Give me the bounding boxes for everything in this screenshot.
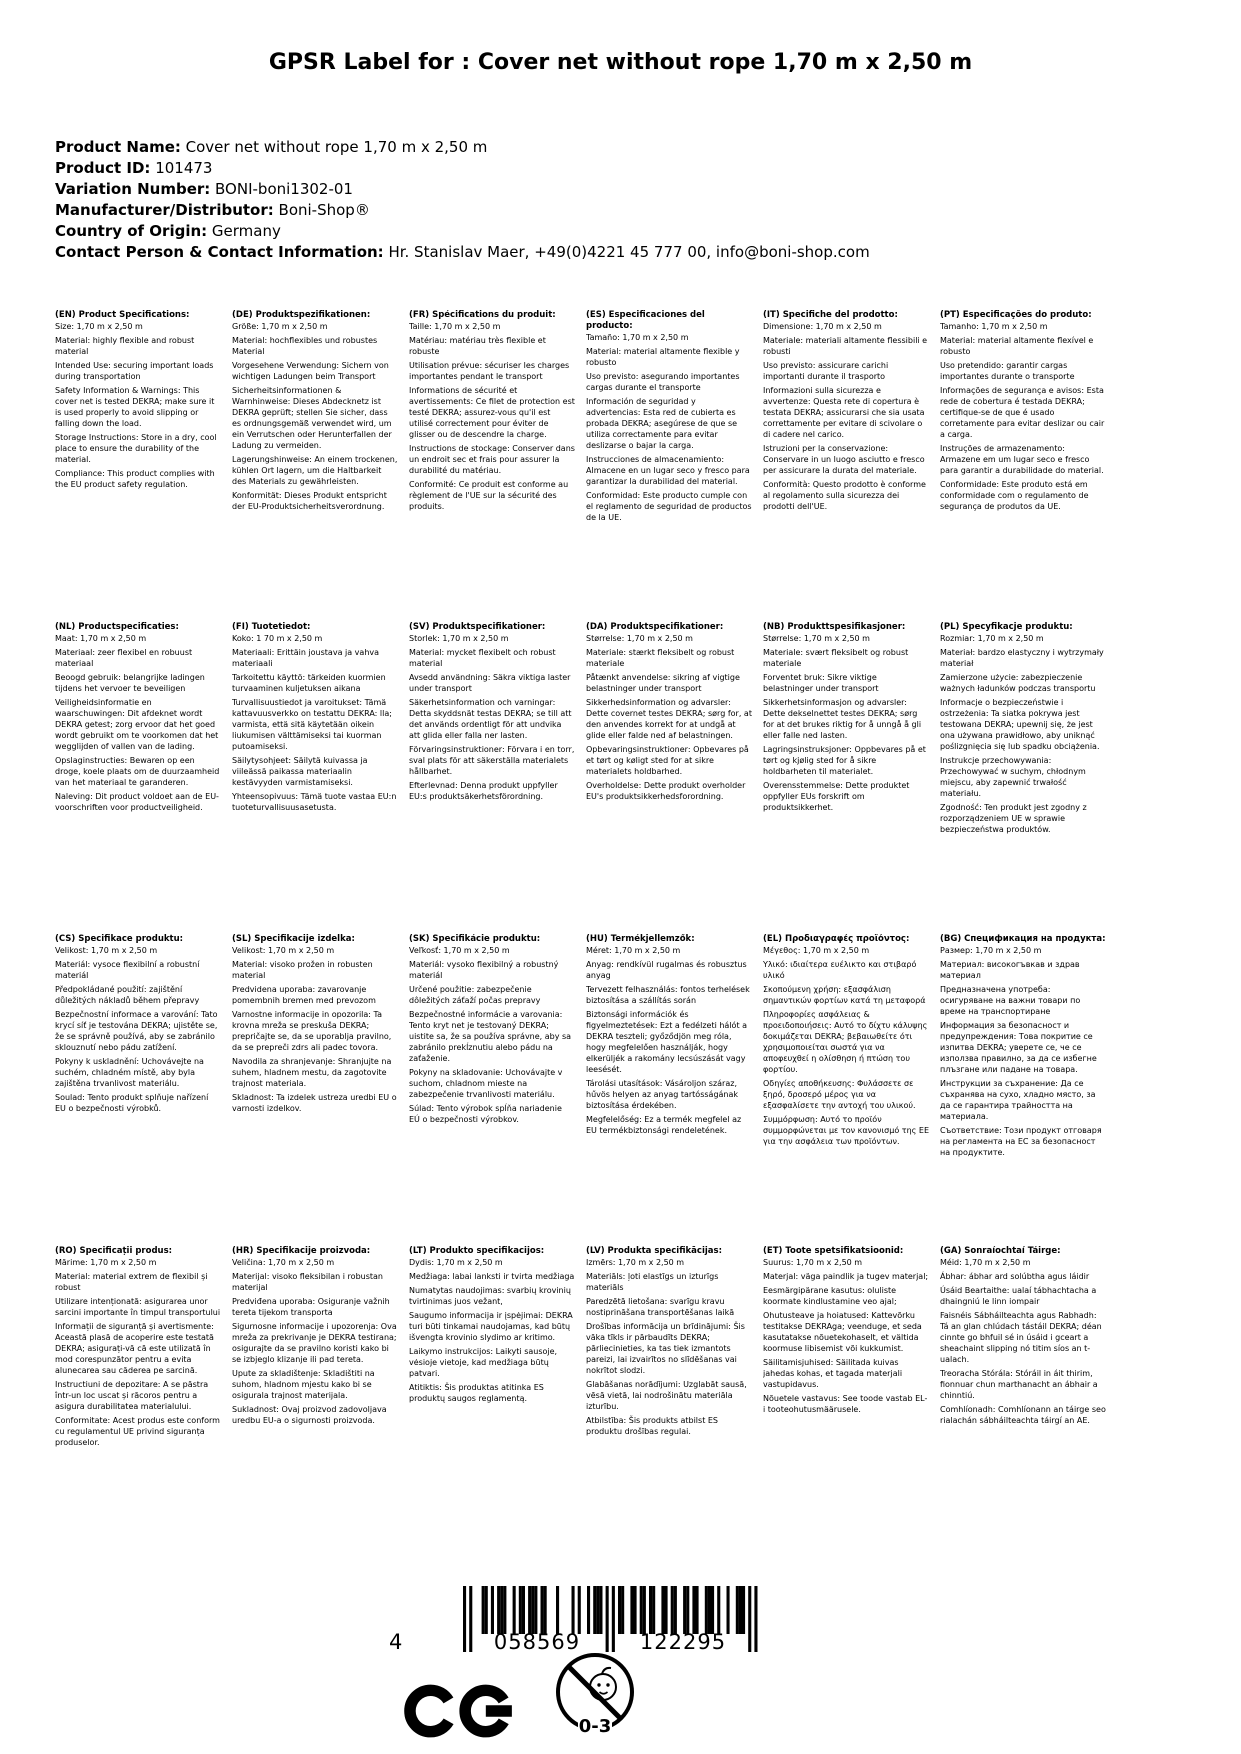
product-info-label: Product ID:: [55, 159, 151, 177]
spec-paragraph: Megfelelőség: Ez a termék megfelel az EU termékbiztonsági rendeletének.: [586, 1115, 742, 1135]
spec-paragraph: Rozmiar: 1,70 m x 2,50 m: [940, 634, 1044, 643]
spec-paragraph: Suurus: 1,70 m x 2,50 m: [763, 1258, 863, 1267]
spec-heading: (ET) Toote spetsifikatsioonid:: [763, 1246, 904, 1256]
spec-paragraph: Materiaali: Erittäin joustava ja vahva materiaali: [232, 648, 380, 668]
spec-paragraph: Предназначена употреба: осигуряване на важни товари по време на транспортиране: [940, 985, 1081, 1016]
product-info-label: Contact Person & Contact Information:: [55, 243, 384, 261]
spec-paragraph: Súlad: Tento výrobok spĺňa nariadenie EÚ o bezpečnosti výrobkov.: [409, 1104, 562, 1124]
age-warning-not-for-under-3-icon: [553, 1650, 637, 1744]
spec-grid: [55, 310, 1106, 1558]
spec-paragraph: Overensstemmelse: Dette produktet oppfyller EUs forskrift om produktsikkerhet.: [763, 781, 910, 812]
page-title: GPSR Label for : Cover net without rope 1,70 m x 2,50 m: [268, 50, 973, 75]
spec-paragraph: Soulad: Tento produkt splňuje nařízení EU o bezpečnosti výrobků.: [55, 1093, 209, 1113]
spec-paragraph: Určené použitie: zabezpečenie dôležitých záťaží počas prepravy: [409, 985, 541, 1005]
spec-paragraph: Veličina: 1,70 m x 2,50 m: [232, 1258, 335, 1267]
spec-paragraph: Materiāls: ļoti elastīgs un izturīgs materiāls: [586, 1272, 719, 1292]
spec-paragraph: Atitiktis: Šis produktas atitinka ES produktų saugos reglamentą.: [409, 1383, 544, 1403]
spec-paragraph: Forventet bruk: Sikre viktige belastninger under transport: [763, 673, 879, 693]
spec-paragraph: Инструкции за съхранение: Да се съхранява на сухо, хладно място, за да се гарантира трайността на материала.: [940, 1079, 1096, 1121]
spec-paragraph: Material: material extrem de flexibil și robust: [55, 1272, 208, 1292]
spec-paragraph: Efterlevnad: Denna produkt uppfyller EU:s produktsäkerhetsförordning.: [409, 781, 558, 801]
spec-paragraph: Beoogd gebruik: belangrijke ladingen tijdens het vervoer te beveiligen: [55, 673, 205, 693]
spec-paragraph: Veiligheidsinformatie en waarschuwingen: Dit afdeknet wordt DEKRA getest; zorg ervoor dat het goed wordt gebruikt om te voorkomen dat het wegglijden of vallen van de lading.: [55, 698, 219, 751]
spec-paragraph: Skladnost: Ta izdelek ustreza uredbi EU o varnosti izdelkov.: [232, 1093, 397, 1113]
spec-paragraph: Conformidad: Este producto cumple con el reglamento de seguridad de productos de la UE.: [586, 491, 752, 522]
spec-paragraph: Sigurnosne informacije i upozorenja: Ova mreža za prekrivanje je DEKRA testirana; osigurajte da se pravilno koristi kako bi se izbjeglo klizanje ili pad tereta.: [232, 1322, 397, 1364]
spec-paragraph: Intended Use: securing important loads during transportation: [55, 361, 214, 381]
spec-paragraph: Pokyny k uskladnění: Uchovávejte na suchém, chladném místě, aby byla zajištěna trvanlivost materiálu.: [55, 1057, 204, 1088]
spec-heading: (CS) Specifikace produktu:: [55, 934, 184, 944]
product-info-value: BONI-boni1302-01: [210, 180, 353, 198]
spec-paragraph: Méret: 1,70 m x 2,50 m: [586, 946, 681, 955]
spec-paragraph: Uso pretendido: garantir cargas importantes durante o transporte: [940, 361, 1075, 381]
spec-heading: (PL) Specyfikacje produktu:: [940, 622, 1073, 632]
spec-paragraph: Förvaringsinstruktioner: Förvara i en torr, sval plats för att säkerställa materialets hållbarhet.: [409, 745, 575, 776]
product-info-row: [55, 221, 870, 242]
spec-paragraph: Size: 1,70 m x 2,50 m: [55, 322, 143, 331]
spec-paragraph: Materiál: vysoce flexibilní a robustní materiál: [55, 960, 200, 980]
spec-paragraph: Treoracha Stórála: Stóráil in áit thirim, fionnuar chun marthanacht an ábhair a chinntiú.: [940, 1369, 1098, 1400]
spec-block-hu: [586, 934, 752, 1246]
spec-paragraph: Materijal: visoko fleksibilan i robustan materijal: [232, 1272, 383, 1292]
spec-heading: (LT) Produkto specifikacijos:: [409, 1246, 545, 1256]
spec-heading: (FI) Tuotetiedot:: [232, 622, 311, 632]
spec-paragraph: Nõuetele vastavus: See toode vastab EL-i tooteohutusmäärusele.: [763, 1394, 928, 1414]
spec-paragraph: Taille: 1,70 m x 2,50 m: [409, 322, 501, 331]
spec-paragraph: Predviđena uporaba: Osiguranje važnih tereta tijekom transporta: [232, 1297, 390, 1317]
spec-paragraph: Информация за безопасност и предупреждения: Това покритие се изпитва DEKRA; уверете се, че се използва правилно, за да се избегне плъзгане или падане на товара.: [940, 1021, 1097, 1074]
spec-heading: (HU) Termékjellemzők:: [586, 934, 695, 944]
spec-paragraph: Turvallisuustiedot ja varoitukset: Tämä kattavuusverkko on testattu DEKRA: lla; varmista, että sitä käytetään oikein liukumisen välttämiseksi tai kuorman putoamiseksi.: [232, 698, 392, 751]
product-info: [55, 137, 870, 263]
spec-heading: (SK) Špecifikácie produktu:: [409, 934, 541, 944]
spec-heading: (SL) Specifikacije izdelka:: [232, 934, 355, 944]
spec-paragraph: Bezpečnostní informace a varování: Tato krycí síť je testována DEKRA; ujistěte se, že se správně používá, aby se zabránilo sklouznutí nebo pádu zatížení.: [55, 1010, 218, 1052]
spec-block-lt: [409, 1246, 575, 1558]
spec-paragraph: Utilizare intenționată: asigurarea unor sarcini importante în timpul transportului: [55, 1297, 221, 1317]
spec-paragraph: Glabāšanas norādījumi: Uzglabāt sausā, vēsā vietā, lai nodrošinātu materiāla izturību.: [586, 1380, 747, 1411]
spec-paragraph: Materiaal: zeer flexibel en robuust materiaal: [55, 648, 193, 668]
spec-block-et: [763, 1246, 929, 1558]
spec-paragraph: Sukladnost: Ovaj proizvod zadovoljava uredbu EU-a o sigurnosti proizvoda.: [232, 1405, 387, 1425]
spec-paragraph: Materiał: bardzo elastyczny i wytrzymały materiał: [940, 648, 1104, 668]
spec-paragraph: Conformità: Questo prodotto è conforme al regolamento sulla sicurezza dei prodotti dell'UE.: [763, 480, 926, 511]
spec-heading: (GA) Sonraíochtaí Táirge:: [940, 1246, 1061, 1256]
spec-heading: (NB) Produkttspesifikasjoner:: [763, 622, 906, 632]
spec-block-el: [763, 934, 929, 1246]
product-info-row: [55, 158, 870, 179]
spec-paragraph: Drošības informācija un brīdinājumi: Šis vāka tīkls ir pārbaudīts DEKRA; pārliecinieties, ka tas tiek izmantots pareizi, lai izvairītos no slīdēšanas vai nokrītot slodzi.: [586, 1322, 745, 1375]
spec-paragraph: Bezpečnostné informácie a varovania: Tento kryt net je testovaný DEKRA; uistite sa, že sa používa správne, aby sa zabránilo prekĺznutiu alebo pádu na zaťaženie.: [409, 1010, 572, 1063]
spec-paragraph: Sikkerhetsinformasjon og advarsler: Dette dekselnettet testes DEKRA; sørg for at det brukes riktig for å unngå å gli eller falle ned lasten.: [763, 698, 922, 740]
spec-paragraph: Zamierzone użycie: zabezpieczenie ważnych ładunków podczas transportu: [940, 673, 1096, 693]
spec-block-ga: [940, 1246, 1106, 1558]
spec-paragraph: Tárolási utasítások: Vásároljon száraz, hűvös helyen az anyag tartósságának biztosítása érdekében.: [586, 1079, 739, 1110]
spec-heading: (HR) Specifikacije proizvoda:: [232, 1246, 371, 1256]
spec-heading: (ES) Especificaciones del producto:: [586, 310, 705, 331]
product-info-value: Germany: [207, 222, 281, 240]
spec-block-pt: [940, 310, 1106, 622]
spec-paragraph: Οδηγίες αποθήκευσης: Φυλάσσετε σε ξηρό, δροσερό μέρος για να εξασφαλίσετε την αντοχή του υλικού.: [763, 1079, 916, 1110]
spec-block-bg: [940, 934, 1106, 1246]
spec-paragraph: Material: hochflexibles und robustes Material: [232, 336, 378, 356]
spec-block-pl: [940, 622, 1106, 934]
product-info-value: Hr. Stanislav Maer, +49(0)4221 45 777 00, info@boni-shop.com: [383, 243, 870, 261]
product-info-row: [55, 137, 870, 158]
spec-paragraph: Varnostne informacije in opozorila: Ta krovna mreža se preskuša DEKRA; prepričajte se, da se uporablja pravilno, da se prepreči zdrs ali padec tovora.: [232, 1010, 392, 1052]
product-info-value: Boni-Shop®: [273, 201, 370, 219]
spec-paragraph: Ábhar: ábhar ard solúbtha agus láidir: [940, 1272, 1090, 1281]
spec-paragraph: Naleving: Dit product voldoet aan de EU-voorschriften voor productveiligheid.: [55, 792, 219, 812]
spec-paragraph: Materiál: vysoko flexibilný a robustný materiál: [409, 960, 559, 980]
spec-paragraph: Material: material altamente flexível e robusto: [940, 336, 1094, 356]
spec-paragraph: Υλικό: ιδιαίτερα ευέλικτο και στιβαρό υλικό: [763, 960, 917, 980]
spec-heading: (EN) Product Specifications:: [55, 310, 190, 320]
spec-paragraph: Konformität: Dieses Produkt entspricht der EU-Produktsicherheitsverordnung.: [232, 491, 387, 511]
spec-paragraph: Πληροφορίες ασφάλειας & προειδοποιήσεις: Αυτό το δίχτυ κάλυψης δοκιμάζεται DEKRA; βεβαιωθείτε ότι χρησιμοποιείται σωστά για να αποφευχθεί η ολίσθηση ή πτώση του φορτίου.: [763, 1010, 928, 1074]
spec-paragraph: Material: mycket flexibelt och robust material: [409, 648, 556, 668]
spec-paragraph: Συμμόρφωση: Αυτό το προϊόν συμμορφώνεται με τον κανονισμό της ΕΕ για την ασφάλεια των προϊόντων.: [763, 1115, 929, 1146]
product-info-value: 101473: [150, 159, 213, 177]
product-info-label: Country of Origin:: [55, 222, 208, 240]
spec-paragraph: Saugumo informacija ir įspėjimai: DEKRA turi būti tinkamai naudojamas, kad būtų išvengta krovinio slydimo ar kritimo.: [409, 1311, 573, 1342]
spec-block-sv: [409, 622, 575, 934]
spec-paragraph: Laikymo instrukcijos: Laikyti sausoje, vėsioje vietoje, kad medžiaga būtų patvari.: [409, 1347, 558, 1378]
spec-paragraph: Material: visoko prožen in robusten material: [232, 960, 373, 980]
spec-paragraph: Medžiaga: labai lanksti ir tvirta medžiaga: [409, 1272, 575, 1281]
spec-paragraph: Avsedd användning: Säkra viktiga laster under transport: [409, 673, 571, 693]
spec-paragraph: Conformitate: Acest produs este conform cu regulamentul UE privind siguranța produselor.: [55, 1416, 220, 1447]
spec-paragraph: Předpokládané použití: zajištění důležitých nákladů během přepravy: [55, 985, 200, 1005]
spec-paragraph: Overholdelse: Dette produkt overholder EU's produktsikkerhedsforordning.: [586, 781, 746, 801]
spec-paragraph: Материал: високогъвкав и здрав материал: [940, 960, 1080, 980]
ce-mark-icon: [400, 1680, 518, 1742]
spec-paragraph: Dimensione: 1,70 m x 2,50 m: [763, 322, 882, 331]
spec-paragraph: Informații de siguranță și avertismente: Această plasă de acoperire este testată DEKRA; asigurați-vă că este utilizată în mod corespunzător pentru a evita alunecarea sau căderea pe sarcină.: [55, 1322, 214, 1375]
spec-paragraph: Размер: 1,70 m x 2,50 m: [940, 946, 1042, 955]
spec-block-fr: [409, 310, 575, 622]
spec-paragraph: Biztonsági információk és figyelmeztetések: Ezt a fedélzeti hálót a DEKRA teszteli; győződjön meg róla, hogy megfelelően használják, hogy elkerüljék a rakomány lecsúszását vagy leesését.: [586, 1010, 748, 1074]
spec-paragraph: Mărime: 1,70 m x 2,50 m: [55, 1258, 157, 1267]
spec-paragraph: Materiale: svært fleksibelt og robust materiale: [763, 648, 909, 668]
product-info-row: [55, 179, 870, 200]
spec-paragraph: Koko: 1 70 m x 2,50 m: [232, 634, 323, 643]
spec-paragraph: Maat: 1,70 m x 2,50 m: [55, 634, 147, 643]
spec-paragraph: Sicherheitsinformationen & Warnhinweise: Dieses Abdecknetz ist DEKRA geprüft; stellen Sie sicher, dass es ordnungsgemäß verwendet wird, um ein Verrutschen oder Herunterfallen der Ladung zu vermeiden.: [232, 386, 392, 450]
spec-paragraph: Pokyny na skladovanie: Uchovávajte v suchom, chladnom mieste na zabezpečenie trvanlivosti materiálu.: [409, 1068, 563, 1099]
spec-paragraph: Zgodność: Ten produkt jest zgodny z rozporządzeniem UE w sprawie bezpieczeństwa produktów.: [940, 803, 1087, 834]
spec-block-en: [55, 310, 221, 622]
spec-paragraph: Informazioni sulla sicurezza e avvertenze: Questa rete di copertura è testata DEKRA; assicurarsi che sia usata correttamente per evitare di scivolare o di cadere nel carico.: [763, 386, 925, 439]
spec-block-ro: [55, 1246, 221, 1558]
spec-paragraph: Uso previsto: assicurare carichi importanti durante il trasporto: [763, 361, 889, 381]
spec-paragraph: Størrelse: 1,70 m x 2,50 m: [586, 634, 693, 643]
spec-heading: (BG) Спецификация на продукта:: [940, 934, 1106, 944]
barcode-digits-right: 122295: [639, 1630, 727, 1654]
spec-paragraph: Paredzētā lietošana: svarīgu kravu nostiprināšana transportēšanas laikā: [586, 1297, 735, 1317]
spec-block-hr: [232, 1246, 398, 1558]
spec-paragraph: Größe: 1,70 m x 2,50 m: [232, 322, 328, 331]
product-info-label: Product Name:: [55, 138, 181, 156]
spec-paragraph: Navodila za shranjevanje: Shranjujte na suhem, hladnem mestu, da zagotovite trajnost materiala.: [232, 1057, 392, 1088]
spec-heading: (FR) Spécifications du produit:: [409, 310, 556, 320]
spec-heading: (RO) Specificații produs:: [55, 1246, 173, 1256]
spec-block-da: [586, 622, 752, 934]
spec-heading: (LV) Produkta specifikācijas:: [586, 1246, 722, 1256]
spec-paragraph: Material: highly flexible and robust material: [55, 336, 195, 356]
spec-paragraph: Lagerungshinweise: An einem trockenen, kühlen Ort lagern, um die Haltbarkeit des Materials zu gewährleisten.: [232, 455, 398, 486]
spec-paragraph: Lagringsinstruksjoner: Oppbevares på et tørt og kjølig sted for å sikre holdbarheten til materialet.: [763, 745, 926, 776]
spec-paragraph: Instructions de stockage: Conserver dans un endroit sec et frais pour assurer la durabilité du matériau.: [409, 444, 575, 475]
spec-paragraph: Påtænkt anvendelse: sikring af vigtige belastninger under transport: [586, 673, 740, 693]
spec-paragraph: Atbilstība: Šis produkts atbilst ES produktu drošības regulai.: [586, 1416, 719, 1436]
product-info-value: Cover net without rope 1,70 m x 2,50 m: [180, 138, 488, 156]
spec-paragraph: Informacje o bezpieczeństwie i ostrzeżenia: Ta siatka pokrywa jest testowana DEKRA; upewnij się, że jest ona używana prawidłowo, aby uniknąć poślizgnięcia się lub spadku obciążenia.: [940, 698, 1100, 751]
spec-paragraph: Numatytas naudojimas: svarbių krovinių tvirtinimas juos vežant,: [409, 1286, 571, 1306]
spec-heading: (SV) Produktspecifikationer:: [409, 622, 546, 632]
spec-paragraph: Storlek: 1,70 m x 2,50 m: [409, 634, 509, 643]
spec-paragraph: Materjal: väga paindlik ja tugev materjal;: [763, 1272, 929, 1281]
spec-paragraph: Tamanho: 1,70 m x 2,50 m: [940, 322, 1048, 331]
spec-paragraph: Informações de segurança e avisos: Esta rede de cobertura é testada DEKRA; certifique-se de que é usado corretamente para evitar deslizar ou cair a carga.: [940, 386, 1105, 439]
product-info-row: [55, 242, 870, 263]
spec-block-nl: [55, 622, 221, 934]
spec-heading: (NL) Productspecificaties:: [55, 622, 179, 632]
spec-paragraph: Predvidena uporaba: zavarovanje pomembnih bremen med prevozom: [232, 985, 376, 1005]
spec-heading: (DA) Produktspecifikationer:: [586, 622, 724, 632]
spec-paragraph: Tervezett felhasználás: fontos terhelések biztosítása a szállítás során: [586, 985, 750, 1005]
barcode-digits-left: 058569: [493, 1630, 581, 1654]
spec-paragraph: Faisnéis Sábháilteachta agus Rabhadh: Tá an glan chlúdach tástáil DEKRA; déan cinnte go bhfuil sé in úsáid i gceart a sheachaint slipping nó titim síos an t-ualach.: [940, 1311, 1102, 1364]
spec-paragraph: Velikost: 1,70 m x 2,50 m: [55, 946, 158, 955]
barcode-digit-leading: 4: [389, 1630, 404, 1654]
spec-paragraph: Säilytysohjeet: Säilytä kuivassa ja viileässä paikassa materiaalin kestävyyden varmistamiseksi.: [232, 756, 368, 787]
spec-paragraph: Comhlíonadh: Comhlíonann an táirge seo rialachán sábháilteachta táirgí an AE.: [940, 1405, 1106, 1425]
spec-paragraph: Μέγεθος: 1,70 m x 2,50 m: [763, 946, 870, 955]
product-info-label: Manufacturer/Distributor:: [55, 201, 274, 219]
spec-block-es: [586, 310, 752, 622]
spec-paragraph: Informations de sécurité et avertissements: Ce filet de protection est testé DEKRA; assurez-vous qu'il est utilisé correctement pour éviter de glisser ou de descendre la charge.: [409, 386, 575, 439]
spec-paragraph: Material: material altamente flexible y robusto: [586, 347, 740, 367]
spec-paragraph: Størrelse: 1,70 m x 2,50 m: [763, 634, 870, 643]
spec-paragraph: Utilisation prévue: sécuriser les charges importantes pendant le transport: [409, 361, 570, 381]
product-info-label: Variation Number:: [55, 180, 211, 198]
spec-paragraph: Σκοπούμενη χρήση: εξασφάλιση σημαντικών φορτίων κατά τη μεταφορά: [763, 985, 926, 1005]
spec-paragraph: Съответствие: Този продукт отговаря на регламента на ЕС за безопасност на продуктите.: [940, 1126, 1102, 1157]
spec-block-lv: [586, 1246, 752, 1558]
age-warning-label: 0-3: [578, 1716, 612, 1737]
spec-block-de: [232, 310, 398, 622]
spec-paragraph: Istruzioni per la conservazione: Conservare in un luogo asciutto e fresco per assicurare la durata del materiale.: [763, 444, 925, 475]
spec-paragraph: Méid: 1,70 m x 2,50 m: [940, 1258, 1031, 1267]
spec-paragraph: Dydis: 1,70 m x 2,50 m: [409, 1258, 503, 1267]
spec-paragraph: Úsáid Beartaithe: ualaí tábhachtacha a dhaingniú le linn iompair: [940, 1286, 1097, 1306]
spec-paragraph: Instruções de armazenamento: Armazene em um lugar seco e fresco para garantir a durabilidade do material.: [940, 444, 1104, 475]
spec-block-sk: [409, 934, 575, 1246]
spec-paragraph: Anyag: rendkívül rugalmas és robusztus anyag: [586, 960, 747, 980]
spec-paragraph: Instructiuni de depozitare: A se păstra într-un loc uscat și răcoros pentru a asigura durabilitatea materialului.: [55, 1380, 209, 1411]
spec-block-sl: [232, 934, 398, 1246]
spec-paragraph: Storage Instructions: Store in a dry, cool place to ensure the durability of the material.: [55, 433, 217, 464]
spec-block-cs: [55, 934, 221, 1246]
spec-block-fi: [232, 622, 398, 934]
spec-paragraph: Compliance: This product complies with the EU product safety regulation.: [55, 469, 215, 489]
spec-paragraph: Säkerhetsinformation och varningar: Detta skyddsnät testas DEKRA; se till att det används ordentligt för att undvika att glida eller falla ner lasten.: [409, 698, 572, 740]
spec-paragraph: Velikost: 1,70 m x 2,50 m: [232, 946, 335, 955]
spec-paragraph: Safety Information & Warnings: This cover net is tested DEKRA; make sure it is used properly to avoid slipping or falling down the load.: [55, 386, 215, 428]
spec-paragraph: Vorgesehene Verwendung: Sichern von wichtigen Ladungen beim Transport: [232, 361, 389, 381]
spec-paragraph: Uso previsto: asegurando importantes cargas durante el transporte: [586, 372, 740, 392]
spec-heading: (DE) Produktspezifikationen:: [232, 310, 371, 320]
spec-paragraph: Matériau: matériau très flexible et robuste: [409, 336, 546, 356]
product-info-row: [55, 200, 870, 221]
spec-block-it: [763, 310, 929, 622]
spec-paragraph: Tamaño: 1,70 m x 2,50 m: [586, 333, 689, 342]
spec-paragraph: Veľkosť: 1,70 m x 2,50 m: [409, 946, 510, 955]
spec-heading: (PT) Especificações do produto:: [940, 310, 1092, 320]
spec-block-nb: [763, 622, 929, 934]
spec-paragraph: Säilitamisjuhised: Säilitada kuivas jahedas kohas, et tagada materjali vastupidavus.: [763, 1358, 903, 1389]
spec-paragraph: Instrucciones de almacenamiento: Almacene en un lugar seco y fresco para garantizar la durabilidad del material.: [586, 455, 750, 486]
spec-paragraph: Izmērs: 1,70 m x 2,50 m: [586, 1258, 685, 1267]
spec-paragraph: Instrukcje przechowywania: Przechowywać w suchym, chłodnym miejscu, aby zapewnić trwałość materiału.: [940, 756, 1086, 798]
spec-heading: (IT) Specifiche del prodotto:: [763, 310, 898, 320]
spec-paragraph: Eesmärgipärane kasutus: oluliste koormate kindlustamine veo ajal;: [763, 1286, 897, 1306]
spec-paragraph: Upute za skladištenje: Skladištiti na suhom, hladnom mjestu kako bi se osigurala trajnost materijala.: [232, 1369, 375, 1400]
spec-paragraph: Opslaginstructies: Bewaren op een droge, koele plaats om de duurzaamheid van het materiaal te garanderen.: [55, 756, 220, 787]
spec-paragraph: Yhteensopivuus: Tämä tuote vastaa EU:n tuoteturvallisuusasetusta.: [232, 792, 397, 812]
spec-heading: (EL) Προδιαγραφές προϊόντος:: [763, 934, 910, 944]
spec-paragraph: Opbevaringsinstruktioner: Opbevares på et tørt og køligt sted for at sikre materialets holdbarhed.: [586, 745, 749, 776]
spec-paragraph: Ohutusteave ja hoiatused: Kattevõrku testitakse DEKRAga; veenduge, et seda kasutatakse nõuetekohaselt, et vältida koormuse libisemist või kukkumist.: [763, 1311, 922, 1353]
spec-paragraph: Materiale: materiali altamente flessibili e robusti: [763, 336, 928, 356]
spec-paragraph: Conformité: Ce produit est conforme au règlement de l'UE sur la sécurité des produits.: [409, 480, 569, 511]
spec-paragraph: Conformidade: Este produto está em conformidade com o regulamento de segurança de produtos da UE.: [940, 480, 1089, 511]
spec-paragraph: Sikkerhedsinformation og advarsler: Dette covernet testes DEKRA; sørg for, at den anvendes korrekt for at undgå at glide eller falde ned af belastningen.: [586, 698, 752, 740]
spec-paragraph: Tarkoitettu käyttö: tärkeiden kuormien turvaaminen kuljetuksen aikana: [232, 673, 386, 693]
spec-paragraph: Materiale: stærkt fleksibelt og robust materiale: [586, 648, 735, 668]
spec-paragraph: Información de seguridad y advertencias: Esta red de cubierta es probada DEKRA; asegúrese de que se utiliza correctamente para evitar deslizarse o bajar la carga.: [586, 397, 738, 450]
